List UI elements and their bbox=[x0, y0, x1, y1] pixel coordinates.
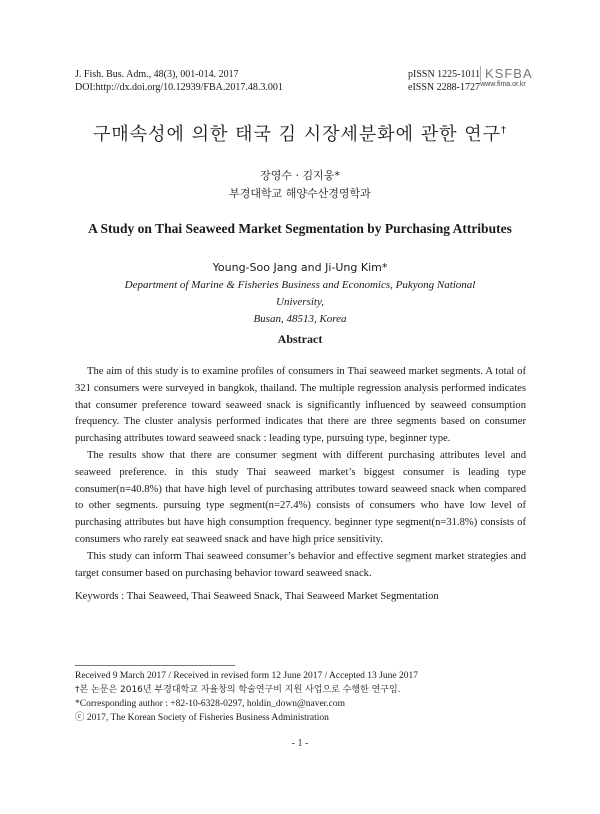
abstract-paragraph: The results show that there are consumer segment with different purchasing attributes level and seaweed preference. in this study Thai seaweed market’s biggest consumer is leading type consumer(n=40.8%) that have high level of purchasing attributes toward seaweed snack when compared to other segments. pursuing type segment(n=27.4%) consists of consumers who have low level of purchasing attributes but have high consumption frequency. beginner type segment(n=31.8%) consists of consumers who rarely eat seaweed snack and have high price sensitivity. bbox=[75, 449, 526, 545]
abstract-paragraph: The aim of this study is to examine profiles of consumers in Thai seaweed market segments. A total of 321 consumers were surveyed in bangkok, thailand. The multiple regression analysis performed indicates that consumer preference toward seaweed snack is significantly influenced by seaweed consumption frequency. The cluster analysis performed indicates that there are three segments based on consumer purchasing attributes toward seaweed snack : leading type, pursuing type, beginner type. bbox=[75, 366, 526, 445]
logo-text: KSFBA bbox=[480, 66, 526, 81]
doi-link[interactable]: DOI:http://dx.doi.org/10.12939/FBA.2017.48.3.001 bbox=[75, 82, 283, 93]
korean-title bbox=[0, 120, 600, 146]
keywords: Keywords : Thai Seaweed, Thai Seaweed Snack, Thai Seaweed Market Segmentation bbox=[75, 591, 439, 602]
dagger-mark: † bbox=[501, 125, 508, 136]
page-number: - 1 - bbox=[291, 738, 309, 749]
footnotes bbox=[75, 669, 535, 725]
abstract-body bbox=[75, 364, 526, 582]
copyright-notice: ⓒ 2017, The Korean Society of Fisheries Business Administration bbox=[75, 713, 329, 723]
footnote-divider bbox=[75, 665, 235, 666]
society-logo bbox=[480, 66, 533, 88]
funding-note: †본 논문은 2016년 부경대학교 자율창의 학술연구비 지원 사업으로 수행한 연구임. bbox=[75, 685, 401, 695]
issn-block bbox=[408, 68, 480, 94]
logo-url[interactable]: www.fima.or.kr bbox=[480, 81, 526, 88]
abstract-paragraph: This study can inform Thai seaweed consumer’s behavior and effective segment market strategies and target consumer based on purchasing behavior toward seaweed snack. bbox=[75, 550, 526, 579]
affiliation-line-2: Busan, 48513, Korea bbox=[253, 313, 347, 325]
abstract-heading: Abstract bbox=[277, 332, 323, 346]
received-dates: Received 9 March 2017 / Received in revised form 12 June 2017 / Accepted 13 June 2017 bbox=[75, 671, 418, 681]
corresponding-author: *Corresponding author : +82-10-6328-0297, holdin_down@naver.com bbox=[75, 699, 346, 709]
korean-affiliation: 부경대학교 해양수산경영학과 bbox=[229, 187, 371, 200]
english-authors: Young-Soo Jang and Ji-Ung Kim* bbox=[212, 261, 388, 274]
eissn: eISSN 2288-1727 bbox=[408, 82, 480, 93]
english-title: A Study on Thai Seaweed Market Segmentation by Purchasing Attributes bbox=[88, 221, 512, 236]
journal-meta bbox=[75, 68, 283, 94]
affiliation-line-1: Department of Marine & Fisheries Business and Economics, Pukyong National University, bbox=[124, 279, 476, 308]
korean-title-text: 구매속성에 의한 태국 김 시장세분화에 관한 연구 bbox=[92, 124, 502, 145]
korean-authors: 장영수 · 김지웅* bbox=[260, 169, 340, 182]
journal-citation: J. Fish. Bus. Adm., 48(3), 001-014. 2017 bbox=[75, 69, 239, 80]
english-affiliation bbox=[100, 277, 500, 328]
pissn: pISSN 1225-1011 bbox=[408, 69, 481, 80]
